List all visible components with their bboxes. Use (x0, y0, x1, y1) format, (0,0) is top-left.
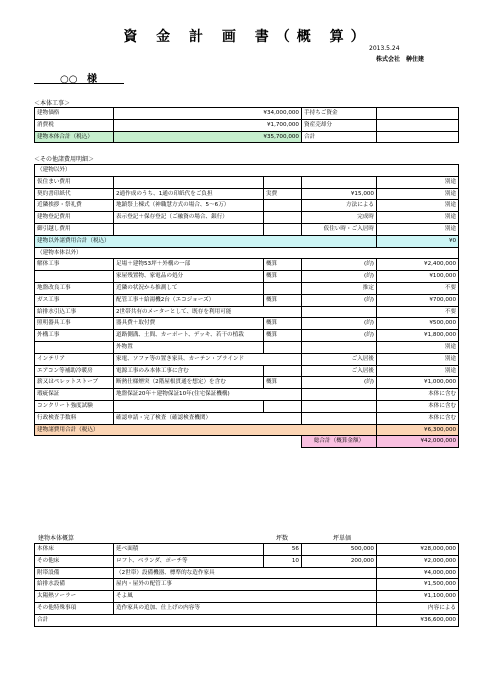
table-row (35, 271, 459, 283)
table-row (35, 389, 459, 401)
main-left-label: 消費税 (35, 119, 114, 131)
row-value: 仮住い時・ご入居時 (302, 223, 377, 235)
row-unit: 推定 (302, 282, 377, 294)
summary-item: 附帯設備 (35, 567, 114, 579)
summary-desc: 造作家具の追加、仕上げの内容等 (114, 602, 377, 614)
summary-desc: （2世帯）設備機器、標準的な造作家具 (114, 567, 377, 579)
table-row (35, 223, 459, 235)
table-row (35, 294, 459, 306)
table-row (35, 188, 459, 200)
main-right-value (377, 108, 459, 120)
summary-value: 内容による (377, 602, 459, 614)
row-unit: ご入居後 (302, 365, 377, 377)
row-note (264, 400, 302, 412)
summary-item: その他特殊事項 (35, 602, 114, 614)
row-note (264, 341, 302, 353)
row-value: ¥1,800,000 (377, 330, 459, 342)
row-item: 建物登記費用 (35, 212, 114, 224)
row-item: 給排水引込工事 (35, 306, 114, 318)
row-value: ¥1,000,000 (377, 377, 459, 389)
row-unit (302, 412, 377, 424)
table-row (35, 567, 459, 579)
table-row (35, 306, 459, 318)
summary-value: ¥28,000,000 (377, 544, 459, 556)
summary-item: 本体床 (35, 544, 114, 556)
table-row (35, 412, 459, 424)
row-value: 別途 (377, 365, 459, 377)
row-desc (114, 400, 264, 412)
row-unit: ご入居後 (302, 353, 377, 365)
summary-tsubo: 56 (264, 544, 302, 556)
main-right-value (377, 131, 459, 143)
table-row (35, 247, 459, 259)
row-item: 行政検査手数料 (35, 412, 114, 424)
other-section-label: ＜その他諸費用明細＞ (34, 156, 95, 163)
table-row (35, 165, 459, 177)
row-note: 概算 (264, 377, 302, 389)
table-row (35, 602, 459, 614)
row-desc: 断熱仕様煙突（2階屋根貫通を想定）を含む (114, 377, 264, 389)
row-unit: (約) (302, 271, 377, 283)
table-row (35, 377, 459, 389)
table-row (35, 614, 459, 626)
row-desc: 家電、ソファ等の置き家具、カーテン・ブラインド (114, 353, 302, 365)
table-row (35, 176, 459, 188)
summary-price: 500,000 (302, 544, 377, 556)
summary-label: 建物本体概算 (38, 535, 75, 542)
row-item: 近隣挨拶・祭礼費 (35, 200, 114, 212)
summary-col-price: 坪単価 (333, 535, 352, 542)
table-row (35, 353, 459, 365)
row-value: 方法による (302, 200, 377, 212)
row-desc: 外物置 (114, 341, 264, 353)
row-value: 不要 (377, 306, 459, 318)
other-table (34, 164, 459, 448)
summary-item: 太陽熱ソーラー (35, 591, 114, 603)
row-desc: 地盤保証20年＋建物保証10年(住宅保証機構) (114, 389, 302, 401)
summary-price: 200,000 (302, 555, 377, 567)
table-row (35, 330, 459, 342)
table-row (35, 424, 459, 436)
row-desc (114, 223, 264, 235)
summary-desc: ロフト、ベランダ、ポーチ等 (114, 555, 264, 567)
row-note: 概算 (264, 318, 302, 330)
row-desc (114, 176, 264, 188)
row-item: 解体工事 (35, 259, 114, 271)
row-item: 瑕疵保証 (35, 389, 114, 401)
document-date: 2013.5.24 (369, 45, 400, 52)
group1-total-value: ¥0 (377, 235, 459, 247)
row-result: 別途 (377, 176, 459, 188)
main-right-label: 資産売却分 (302, 119, 377, 131)
row-desc: 電源工事のみ本体工事に含む (114, 365, 264, 377)
summary-desc: 延べ面積 (114, 544, 264, 556)
row-desc: 確認申請・完了検査（確認検査機関） (114, 412, 302, 424)
table-row (35, 579, 459, 591)
row-value: 本体に含む (377, 412, 459, 424)
row-desc: 近隣の状況から推測して (114, 282, 264, 294)
table-row (35, 341, 459, 353)
group2-total-label: 建物諸費用合計（税込） (35, 424, 377, 436)
row-desc: 表示登記＋保存登記（ご融資の場合、銀行） (114, 212, 264, 224)
row-note (264, 223, 302, 235)
row-item: インテリア (35, 353, 114, 365)
main-left-label: 建物価格 (35, 108, 114, 120)
table-row (35, 282, 459, 294)
company-name: 株式会社 榊住建 (376, 56, 425, 63)
row-note: 概算 (264, 294, 302, 306)
group2-total-value: ¥6,300,000 (377, 424, 459, 436)
recipient (34, 70, 124, 84)
summary-item: その他床 (35, 555, 114, 567)
row-value: ¥15,000 (302, 188, 377, 200)
summary-tsubo: 10 (264, 555, 302, 567)
grand-total-label: 総合計（概算金額） (302, 436, 377, 448)
table-row (35, 591, 459, 603)
group2-label: （建物本体以外） (35, 247, 459, 259)
row-unit: (約) (302, 294, 377, 306)
row-value: 別途 (377, 353, 459, 365)
summary-total-label: 合計 (35, 614, 377, 626)
summary-value: ¥4,000,000 (377, 567, 459, 579)
row-value: 別途 (377, 341, 459, 353)
summary-value: ¥2,000,000 (377, 555, 459, 567)
table-row (35, 200, 459, 212)
main-table (34, 107, 459, 143)
table-row (35, 544, 459, 556)
row-unit (302, 400, 377, 412)
main-left-value: ¥34,000,000 (114, 108, 302, 120)
row-note (264, 212, 302, 224)
row-unit: (約) (302, 377, 377, 389)
main-right-value (377, 119, 459, 131)
table-row (35, 555, 459, 567)
row-item (35, 271, 114, 283)
row-value: ¥500,000 (377, 318, 459, 330)
table-row (35, 365, 459, 377)
row-result: 別途 (377, 212, 459, 224)
row-item: コンクリート強度試験 (35, 400, 114, 412)
table-row (35, 131, 459, 143)
row-desc: 地鎮祭上棟式（神職慧方式の場合、5～6万） (114, 200, 264, 212)
row-note: 実費 (264, 188, 302, 200)
summary-value: ¥1,500,000 (377, 579, 459, 591)
row-unit (302, 389, 377, 401)
row-desc: 2通作成のうち、1通の印紙代をご負担 (114, 188, 264, 200)
main-right-label: 手持ちご資金 (302, 108, 377, 120)
row-item (35, 341, 114, 353)
row-note (264, 176, 302, 188)
recipient-name: ○○ (60, 74, 78, 85)
group1-label: （建物以外） (35, 165, 459, 177)
row-value: ¥2,400,000 (377, 259, 459, 271)
main-left-label: 建物本体合計（税込） (35, 131, 114, 143)
row-unit (302, 306, 377, 318)
table-row (35, 212, 459, 224)
summary-desc: そよ風 (114, 591, 377, 603)
row-unit: (約) (302, 259, 377, 271)
row-note (264, 282, 302, 294)
summary-desc: 屋内・屋外の配管工事 (114, 579, 377, 591)
summary-table (34, 543, 459, 627)
row-note: 概算 (264, 271, 302, 283)
row-item: 薪又はペレットストーブ (35, 377, 114, 389)
row-note: 概算 (264, 259, 302, 271)
row-value: 本体に含む (377, 389, 459, 401)
table-row (35, 436, 459, 448)
main-left-value: ¥35,700,000 (114, 131, 302, 143)
row-unit: (約) (302, 330, 377, 342)
row-unit (302, 341, 377, 353)
table-row (35, 108, 459, 120)
table-row (35, 318, 459, 330)
summary-item: 給排水設備 (35, 579, 114, 591)
table-row (35, 400, 459, 412)
row-desc: 足場＋建物53坪＋外構の一部 (114, 259, 264, 271)
row-item: 契約書印紙代 (35, 188, 114, 200)
row-item: 照明器具工事 (35, 318, 114, 330)
row-desc: 家屋残置物、家電品の処分 (114, 271, 264, 283)
table-row (35, 119, 459, 131)
row-value: 本体に含む (377, 400, 459, 412)
row-value: ¥700,000 (377, 294, 459, 306)
summary-total-value: ¥36,600,000 (377, 614, 459, 626)
row-item: 地盤改良工事 (35, 282, 114, 294)
main-left-value: ¥1,700,000 (114, 119, 302, 131)
row-item: ガス工事 (35, 294, 114, 306)
row-item: 御引越し費用 (35, 223, 114, 235)
summary-col-tsubo: 坪数 (276, 535, 289, 542)
row-note: 概算 (264, 330, 302, 342)
row-result: 別途 (377, 223, 459, 235)
summary-value: ¥1,100,000 (377, 591, 459, 603)
row-desc: 2世帯共有のメーターとして、既存を利用可能 (114, 306, 302, 318)
row-item: 仮住まい費用 (35, 176, 114, 188)
row-result: 別途 (377, 188, 459, 200)
grand-total-value: ¥42,000,000 (377, 436, 459, 448)
row-desc: 器具費＋取付費 (114, 318, 264, 330)
main-section-label: ＜本体工事＞ (34, 100, 71, 107)
row-result: 別途 (377, 200, 459, 212)
main-right-label: 合計 (302, 131, 377, 143)
recipient-honorific: 様 (86, 74, 97, 85)
table-row (35, 235, 459, 247)
row-value: 完成時 (302, 212, 377, 224)
table-row (35, 259, 459, 271)
row-desc: 道路側溝、土間、カーポート、デッキ、若干の植栽 (114, 330, 264, 342)
document-title: 資 金 計 画 書（概 算） (123, 29, 372, 45)
row-item: 外構工事 (35, 330, 114, 342)
group1-total-label: 建物以外諸費用合計（税込） (35, 235, 377, 247)
row-value: 不要 (377, 282, 459, 294)
row-value (302, 176, 377, 188)
row-note (264, 200, 302, 212)
row-note (264, 365, 302, 377)
row-value: ¥100,000 (377, 271, 459, 283)
row-item: エアコン等補助冷暖房 (35, 365, 114, 377)
row-desc: 配管工事＋給湯機2台（エコジョーズ） (114, 294, 264, 306)
row-unit: (約) (302, 318, 377, 330)
